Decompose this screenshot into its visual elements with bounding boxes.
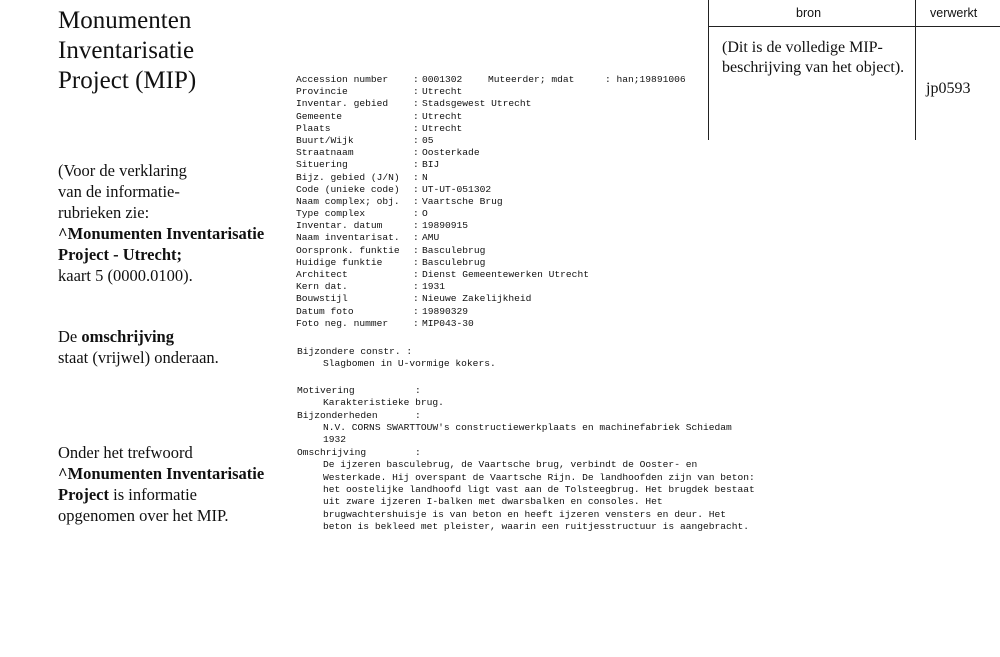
field-row: Accession number : 0001302 Muteerder; mdat : han;19891006 — [296, 74, 686, 85]
keyword-link[interactable]: ^Monumenten Inventarisatie — [58, 464, 265, 483]
field-row: Foto neg. nummer : MIP043-30 — [296, 317, 474, 329]
muteerder-field: Muteerder; mdat : han;19891006 — [488, 74, 686, 85]
field-row: Bijz. gebied (J/N) : N — [296, 171, 428, 183]
field-label: Oorspronk. funktie — [296, 244, 400, 256]
note-text: opgenomen over het MIP. — [58, 506, 229, 525]
field-value: Utrecht — [422, 122, 463, 134]
page-title — [58, 6, 288, 96]
section-text: N.V. CORNS SWARTTOUW's constructiewerkplaats en machinefabriek Schiedam — [323, 421, 732, 433]
field-row: Datum foto : 19890329 — [296, 305, 469, 317]
field-label: Inventar. gebied — [296, 98, 389, 110]
record-sections — [297, 346, 817, 534]
field-row: Inventar. datum : 19890915 — [296, 220, 469, 232]
header-verwerkt: verwerkt — [930, 6, 978, 20]
section-label: Bijzondere constr. : — [297, 346, 413, 357]
keyword-link[interactable]: Project - Utrecht; — [58, 245, 182, 264]
field-row: Situering : BIJ — [296, 159, 440, 171]
section-label: Omschrijving : — [297, 446, 421, 458]
note-text: De — [58, 327, 82, 346]
field-label: Foto neg. nummer — [296, 317, 389, 329]
field-value: MIP043-30 — [422, 317, 474, 329]
field-value: Vaartsche Brug — [422, 195, 503, 207]
field-row: Huidige funktie : Basculebrug — [296, 256, 486, 268]
field-label: Gemeente — [296, 110, 343, 122]
field-row: Inventar. gebied : Stadsgewest Utrecht — [296, 98, 532, 110]
field-value: Utrecht — [422, 86, 463, 98]
note-bold-term: omschrijving — [81, 327, 174, 346]
title-line: Monumenten — [58, 7, 192, 34]
field-label: Huidige funktie — [296, 256, 383, 268]
description-line: brugwachtershuisje is van beton en heeft ijzeren vensters en deur. Het — [323, 508, 727, 520]
field-label: Accession number — [296, 74, 389, 85]
header-bron: bron — [796, 6, 822, 20]
record-fields — [296, 74, 686, 330]
title-line: Project (MIP) — [58, 67, 197, 94]
field-value: Dienst Gemeentewerken Utrecht — [422, 269, 589, 280]
field-label: Code (unieke code) — [296, 183, 400, 195]
field-value: O — [422, 208, 428, 220]
field-value: Basculebrug — [422, 244, 486, 256]
field-label: Straatnaam — [296, 147, 354, 159]
field-value: 05 — [422, 134, 434, 146]
section-text: 1932 — [323, 434, 347, 446]
field-value: Stadsgewest Utrecht — [422, 98, 532, 110]
field-label: Naam complex; obj. — [296, 195, 400, 207]
field-row: Kern dat. : 1931 — [296, 281, 446, 293]
section-text: Slagbomen in U-vormige kokers. — [323, 358, 496, 370]
divider — [708, 0, 709, 140]
description-line: De ijzeren basculebrug, de Vaartsche brug, verbindt de Ooster- en — [323, 459, 698, 471]
field-value: Basculebrug — [422, 256, 486, 268]
field-row: Architect : Dienst Gemeentewerken Utrecht — [296, 269, 589, 280]
field-value: N — [422, 171, 428, 183]
field-label: Kern dat. — [296, 281, 348, 293]
note-text: staat (vrijwel) onderaan. — [58, 348, 219, 367]
field-value: 19890329 — [422, 305, 469, 317]
field-row: Provincie : Utrecht — [296, 86, 463, 98]
field-row: Buurt/Wijk : 05 — [296, 134, 434, 146]
field-value: 1931 — [422, 281, 446, 293]
description-note — [58, 326, 298, 368]
note-text: kaart 5 (0000.0100). — [58, 266, 193, 285]
field-value: Nieuwe Zakelijkheid — [422, 293, 532, 305]
field-label: Plaats — [296, 122, 331, 134]
keyword-note — [58, 442, 298, 526]
field-value: Utrecht — [422, 110, 463, 122]
field-row: Code (unieke code) : UT-UT-051302 — [296, 183, 492, 195]
description-line: het oostelijke landhoofd ligt vast aan de Tolsteegbrug. Het brugdek bestaat — [323, 484, 755, 495]
field-row: Naam inventarisat. : AMU — [296, 232, 440, 244]
field-value: AMU — [422, 232, 440, 244]
field-label: Datum foto — [296, 305, 354, 317]
description-line: uit zware ijzeren I-balken met dwarsbalken en consoles. Het — [323, 496, 663, 508]
field-row: Type complex : O — [296, 208, 428, 220]
field-label: Bouwstijl — [296, 293, 348, 305]
section-label: Bijzonderheden : — [297, 409, 421, 421]
divider — [915, 0, 916, 140]
reference-note — [58, 160, 298, 286]
description-line: beton is bekleed met pleister, waarin een ruitjesstructuur is aangebracht. — [323, 521, 750, 533]
field-label: Situering — [296, 159, 348, 171]
section-text: Karakteristieke brug. — [323, 397, 444, 409]
note-text: rubrieken zie: — [58, 203, 150, 222]
field-label: Buurt/Wijk — [296, 134, 354, 146]
field-value: Oosterkade — [422, 147, 480, 159]
field-row: Plaats : Utrecht — [296, 122, 463, 134]
field-row: Oorspronk. funktie : Basculebrug — [296, 244, 486, 256]
field-value: 19890915 — [422, 220, 469, 232]
field-row: Straatnaam : Oosterkade — [296, 147, 480, 159]
field-value: BIJ — [422, 159, 440, 171]
field-label: Inventar. datum — [296, 220, 383, 232]
divider — [708, 26, 1000, 27]
keyword-link[interactable]: Project — [58, 485, 109, 504]
field-value: UT-UT-051302 — [422, 183, 492, 195]
field-label: Provincie — [296, 86, 348, 98]
field-row: Gemeente : Utrecht — [296, 110, 463, 122]
note-text: van de informatie- — [58, 182, 180, 201]
note-text: (Voor de verklaring — [58, 161, 187, 180]
keyword-link[interactable]: ^Monumenten Inventarisatie — [58, 224, 265, 243]
field-label: Bijz. gebied (J/N) — [296, 171, 400, 183]
field-row: Naam complex; obj. : Vaartsche Brug — [296, 195, 503, 207]
description-line: Westerkade. Hij overspant de Vaartsche Rijn. De landhoofden zijn van beton: — [323, 471, 755, 483]
field-label: Type complex — [296, 208, 366, 220]
source-box — [708, 0, 1000, 140]
field-value: 0001302 — [422, 74, 463, 85]
section-label: Motivering : — [297, 384, 421, 396]
note-text: is informatie — [109, 485, 197, 504]
field-label: Architect — [296, 269, 348, 280]
source-description: (Dit is de volledige MIP-beschrijving van het object). — [722, 39, 905, 76]
title-line: Inventarisatie — [58, 37, 195, 64]
processed-ref: jp0593 — [926, 80, 971, 97]
field-row: Bouwstijl : Nieuwe Zakelijkheid — [296, 293, 532, 305]
field-label: Naam inventarisat. — [296, 232, 400, 244]
note-text: Onder het trefwoord — [58, 443, 193, 462]
